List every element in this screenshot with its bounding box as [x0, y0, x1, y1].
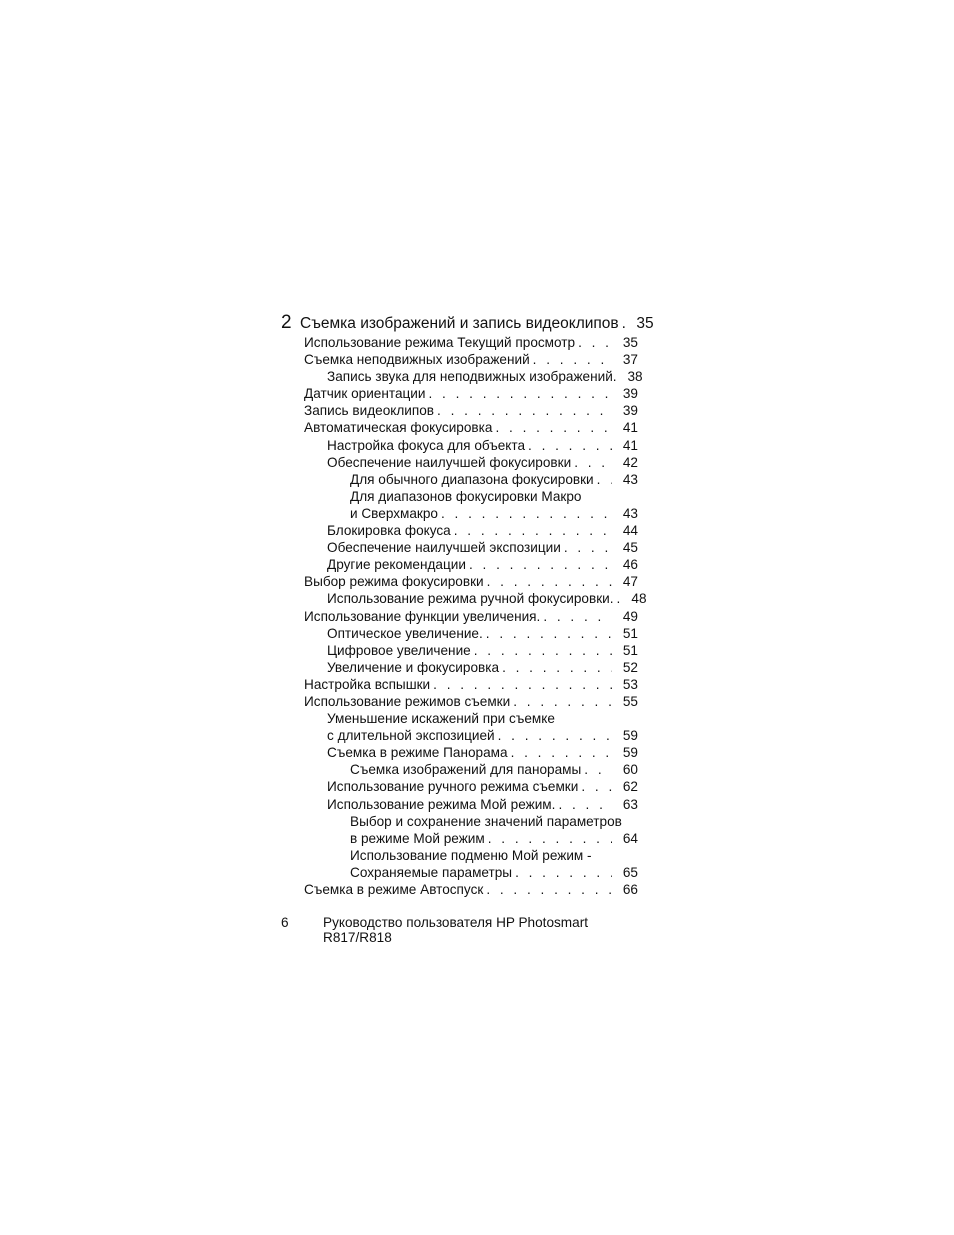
toc-title: Съемка изображений для панорамы: [350, 762, 582, 778]
toc-page: 39: [622, 403, 638, 419]
footer-text: Руководство пользователя HP Photosmart R817/R818: [323, 915, 588, 945]
toc-title: Выбор и сохранение значений параметров: [350, 813, 622, 829]
dot-leader: [571, 454, 612, 471]
dot-leader: [499, 659, 612, 676]
toc-entry: [281, 710, 638, 727]
toc-title: Использование режимов съемки: [304, 693, 511, 709]
dot-leader: [425, 385, 612, 402]
toc-entry: [281, 402, 638, 419]
toc-page: 41: [622, 437, 638, 453]
toc-entry: [281, 556, 638, 573]
toc-entry: [281, 334, 638, 351]
toc-page: 62: [622, 779, 638, 795]
toc-title: Запись звука для неподвижных изображений.: [327, 369, 617, 385]
toc-entry: [281, 693, 638, 710]
toc-page: 63: [622, 796, 638, 812]
toc-page: 59: [622, 728, 638, 744]
chapter-title: Съемка изображений и запись видеоклипов: [300, 315, 619, 332]
toc-title: Цифровое увеличение: [327, 642, 471, 658]
dot-leader: [578, 778, 612, 795]
dot-leader: [492, 419, 612, 436]
dot-leader: [555, 796, 612, 813]
dot-leader: [483, 625, 612, 642]
dot-leader: [430, 676, 612, 693]
toc-page: 37: [622, 352, 638, 368]
toc-title: Настройка вспышки: [304, 676, 431, 692]
toc-title: Оптическое увеличение.: [327, 625, 483, 641]
dot-leader: [614, 590, 621, 607]
toc-title: Для диапазонов фокусировки Макро: [350, 488, 582, 504]
toc-entry: [281, 539, 638, 556]
toc-page: 39: [622, 386, 638, 402]
chapter-page: 35: [636, 315, 654, 332]
toc-page: 42: [622, 454, 638, 470]
toc-entry: [281, 813, 638, 830]
toc-entry: [281, 659, 638, 676]
toc-page: 65: [622, 864, 638, 880]
toc-entry: [281, 573, 638, 590]
toc-entry: [281, 864, 638, 881]
toc-entry: [281, 761, 638, 778]
toc-title: с длительной экспозицией: [327, 728, 495, 744]
dot-leader: [451, 522, 612, 539]
toc-title: Автоматическая фокусировка: [304, 420, 493, 436]
toc-entry: [281, 778, 638, 795]
toc-entry: [281, 830, 638, 847]
footer-page-number: 6: [281, 915, 289, 930]
toc-entry: [281, 625, 638, 642]
chapter-heading: [281, 312, 654, 334]
dot-leader: [483, 881, 612, 898]
toc-page: 53: [622, 676, 638, 692]
toc-page: 55: [622, 693, 638, 709]
toc-entry: [281, 847, 638, 864]
toc-entry: [281, 727, 638, 744]
toc-entry: [281, 471, 638, 488]
dot-leader: [510, 693, 612, 710]
toc-title: Для обычного диапазона фокусировки: [350, 471, 594, 487]
toc-entry: [281, 744, 638, 761]
toc-title: Запись видеоклипов: [304, 403, 435, 419]
toc-entry: [281, 437, 638, 454]
toc-page: 38: [627, 369, 643, 385]
dot-leader: [594, 471, 612, 488]
toc-entry: [281, 385, 638, 402]
toc-entry: [281, 642, 638, 659]
toc-title: Съемка неподвижных изображений: [304, 352, 530, 368]
toc-title: Выбор режима фокусировки: [304, 574, 484, 590]
toc-entry: [281, 522, 638, 539]
dot-leader: [525, 437, 612, 454]
dot-leader: [438, 505, 612, 522]
toc-title: Датчик ориентации: [304, 386, 426, 402]
toc-title: Использование режима ручной фокусировки.: [327, 591, 614, 607]
toc-title: Уменьшение искажений при съемке: [327, 711, 555, 727]
toc-page: 49: [622, 608, 638, 624]
toc-title: Обеспечение наилучшей экспозиции: [327, 540, 561, 556]
toc-page: 60: [622, 762, 638, 778]
toc-page: 43: [622, 505, 638, 521]
dot-leader: [512, 864, 612, 881]
toc-entry: [281, 419, 638, 436]
toc-entry: [281, 796, 638, 813]
toc-title: в режиме Мой режим: [350, 830, 485, 846]
dot-leader: [540, 608, 612, 625]
dot-leader: [561, 539, 612, 556]
toc-page: 47: [622, 574, 638, 590]
toc-title: Обеспечение наилучшей фокусировки: [327, 454, 572, 470]
toc-page: 41: [622, 420, 638, 436]
toc-page: 59: [622, 745, 638, 761]
dot-leader: [471, 642, 612, 659]
dot-leader: [495, 727, 612, 744]
toc-page: 45: [622, 540, 638, 556]
dot-leader: [619, 315, 626, 333]
dot-leader: [434, 402, 612, 419]
toc-page: 46: [622, 557, 638, 573]
toc-title: Использование подменю Мой режим -: [350, 847, 592, 863]
toc-page: 64: [622, 830, 638, 846]
toc-title: Использование ручного режима съемки: [327, 779, 579, 795]
toc-title: Увеличение и фокусировка: [327, 659, 500, 675]
toc-title: Съемка в режиме Панорама: [327, 745, 508, 761]
dot-leader: [485, 830, 612, 847]
dot-leader: [575, 334, 612, 351]
dot-leader: [508, 744, 612, 761]
toc-entry: [281, 488, 638, 505]
toc-page: 43: [622, 471, 638, 487]
toc-title: Настройка фокуса для объекта: [327, 437, 526, 453]
toc-page: 52: [622, 659, 638, 675]
toc-title: Блокировка фокуса: [327, 523, 451, 539]
page-footer: [281, 915, 621, 945]
toc-page: 51: [622, 642, 638, 658]
toc-entry: [281, 368, 643, 385]
toc-title: Сохраняемые параметры: [350, 864, 513, 880]
toc-title: Съемка в режиме Автоспуск: [304, 882, 484, 897]
toc-entry: [281, 590, 647, 607]
toc-entry: [281, 676, 638, 693]
toc-page: 51: [622, 625, 638, 641]
toc-entry: [281, 505, 638, 522]
toc-page: 48: [631, 591, 647, 607]
dot-leader: [484, 573, 612, 590]
toc-title: Использование функции увеличения.: [304, 608, 541, 624]
dot-leader: [530, 351, 612, 368]
toc-title: Использование режима Текущий просмотр: [304, 335, 576, 350]
toc-title: и Сверхмакро: [350, 505, 438, 521]
dot-leader: [581, 761, 612, 778]
toc-entry: [281, 351, 638, 368]
toc-title: Использование режима Мой режим.: [327, 796, 556, 812]
toc-entry: [281, 881, 638, 898]
dot-leader: [466, 556, 612, 573]
toc-page: 44: [622, 523, 638, 539]
chapter-number: 2: [281, 312, 292, 333]
table-of-contents: [281, 312, 654, 898]
toc-page: 66: [622, 882, 638, 897]
toc-title: Другие рекомендации: [327, 557, 466, 573]
toc-entry: [281, 454, 638, 471]
toc-page: 35: [622, 335, 638, 350]
toc-entry: [281, 608, 638, 625]
